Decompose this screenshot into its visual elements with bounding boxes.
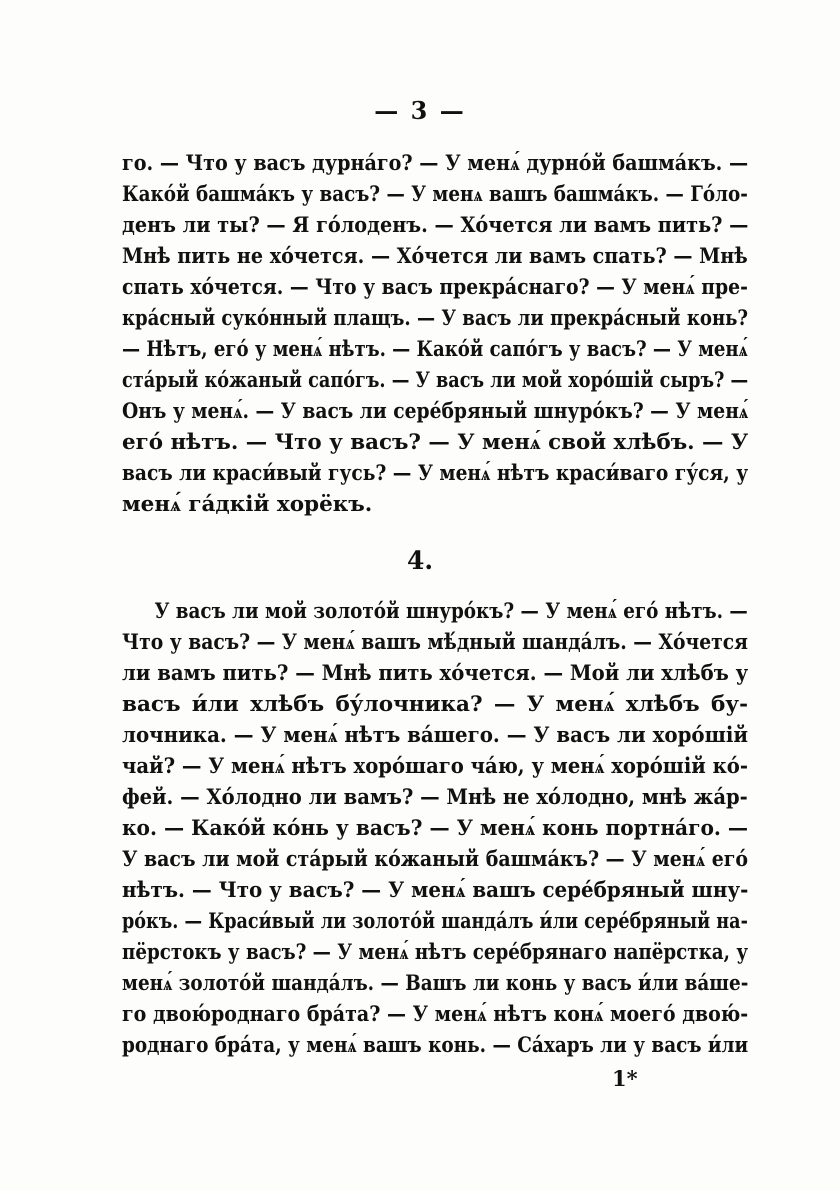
text-line: го двою́роднаго брáта? — У менѧ́ нѣтъ конѧ́ моегó двою́- [122, 1002, 749, 1027]
text-line: пёрстокъ у васъ? — У менѧ́ нѣтъ серéбрянаго напёрстка, у [122, 940, 749, 965]
printer-signature-mark: 1* [612, 1066, 638, 1091]
page-number-header: — 3 — [374, 96, 466, 125]
text-line: Какóй башмáкъ у васъ? — У менѧ вашъ башмáкъ. — Гóло- [122, 182, 748, 207]
text-line: У васъ ли мой стáрый кóжаный башмáкъ? — У менѧ́ егó [122, 847, 749, 872]
text-line: фей. — Хóлодно ли вамъ? — Мнѣ не хóлодно, мнѣ жáр- [122, 785, 748, 810]
text-line: Онъ у менѧ́. — У васъ ли серéбряный шнурóкъ? — У менѧ́ [122, 399, 749, 424]
text-line: рóкъ. — Краси́вый ли золотóй шандáлъ и́ли серéбряный на- [122, 909, 748, 934]
section-heading: 4. [406, 546, 434, 575]
text-line: васъ ли краси́вый гусь? — У менѧ́ нѣтъ краси́ваго гу́ся, у [122, 461, 749, 486]
text-line: чай? — У менѧ́ нѣтъ хорóшаго чáю, у менѧ́ хорóшій кó- [122, 754, 748, 779]
text-line: крáсный сукóнный плащъ. — У васъ ли прекрáсный конь? [122, 306, 749, 331]
text-line: Мнѣ пить не хóчется. — Хóчется ли вамъ спать? — Мнѣ [122, 244, 748, 269]
text-line: спать хóчется. — Что у васъ прекрáснаго? — У менѧ́ пре- [122, 275, 748, 300]
text-line: стáрый кóжаный сапóгъ. — У васъ ли мой хорóшій сыръ? — [122, 368, 749, 393]
text-line: менѧ́ золотóй шандáлъ. — Вашъ ли конь у васъ и́ли вáше- [122, 971, 749, 996]
text-line: У васъ ли мой золотóй шнурóкъ? — У менѧ́ егó нѣтъ. — [154, 599, 748, 624]
text-line: роднаго брáта, у менѧ́ вашъ конь. — Сáхаръ ли у васъ и́ли [122, 1033, 749, 1058]
section-1-text [122, 148, 748, 520]
section-2-text [122, 596, 748, 1061]
text-line: денъ ли ты? — Я гóлоденъ. — Хóчется ли вамъ пить? — [122, 213, 749, 238]
text-line: лочника. — У менѧ́ нѣтъ вáшего. — У васъ ли хорóшій [122, 723, 749, 748]
text-line: нѣтъ. — Что у васъ? — У менѧ́ вашъ серéбряный шну- [122, 878, 749, 903]
text-line: васъ и́ли хлѣбъ бу́лочника? — У менѧ́ хлѣбъ бу- [122, 692, 748, 717]
text-line: егó нѣтъ. — Что у васъ? — У менѧ́ свой хлѣбъ. — У [122, 430, 749, 455]
text-line: Что у васъ? — У менѧ́ вашъ мѣ́дный шандáлъ. — Хóчется [122, 630, 748, 655]
text-line: го. — Что у васъ дурнáго? — У менѧ́ дурнóй башмáкъ. — [122, 151, 749, 176]
text-line: менѧ́ гáдкій хорёкъ. [122, 492, 373, 517]
text-line: — Нѣтъ, егó у менѧ́ нѣтъ. — Какóй сапóгъ у васъ? — У менѧ́ [122, 337, 748, 362]
text-line: ли вамъ пить? — Мнѣ пить хóчется. — Мой ли хлѣбъ у [122, 661, 749, 686]
text-line: ко. — Какóй кóнь у васъ? — У менѧ́ конь портнáго. — [122, 816, 749, 841]
